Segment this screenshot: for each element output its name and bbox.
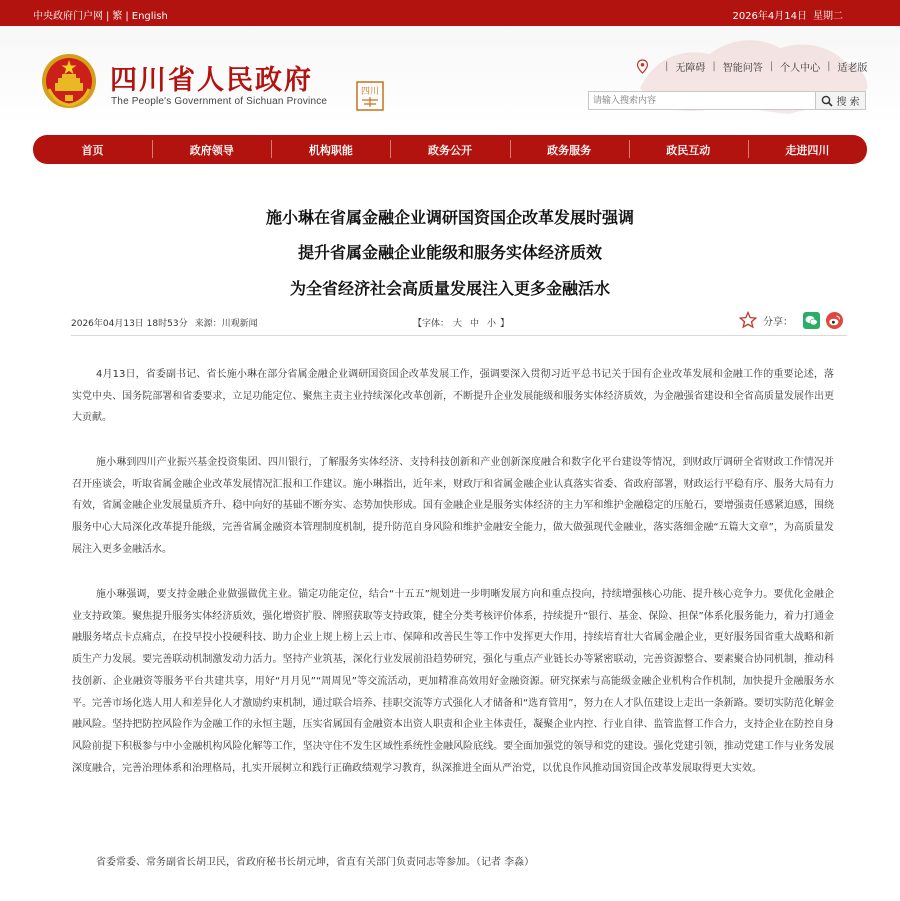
seal-logo-icon <box>356 81 384 111</box>
site-title[interactable]: 四川省人民政府 <box>110 65 313 96</box>
article-title-line-1: 施小琳在省属金融企业调研国资国企改革发展时强调 <box>265 208 634 227</box>
seal-text: 四川 <box>360 87 380 97</box>
separator: | <box>106 11 110 22</box>
nav-item-functions[interactable]: 机构职能 <box>271 142 390 158</box>
top-bar <box>0 0 900 26</box>
share-label: 分享： <box>763 316 793 328</box>
location-pin-icon[interactable] <box>636 59 649 74</box>
traditional-chinese-link[interactable]: 繁 <box>112 11 123 22</box>
separator: | <box>665 61 669 72</box>
weekday-text: 星期二 <box>813 11 843 22</box>
nav-item-home[interactable]: 首页 <box>81 143 104 157</box>
nav-item-interaction[interactable]: 政民互动 <box>629 142 748 158</box>
national-emblem-icon <box>41 53 97 109</box>
article-paragraph: 4月13日，省委副书记、省长施小琳在部分省属金融企业调研国资国企改革发展工作，强调要深入贯彻习近平总书记关于国有企业改革发展和金融工作的重要论述，落实党中央、国务院部署和省委要求，立足功能定位、聚焦主责主业持续深化改革创新，不断提升企业发展能级和服务实体经济质效，为金融强省建设和全省高质量发展作出更大贡献。 <box>72 369 834 424</box>
favorite-star-icon[interactable] <box>739 311 757 329</box>
english-link[interactable]: English <box>131 11 168 22</box>
article-paragraph: 省委常委、常务副省长胡卫民，省政府秘书长胡元坤，省直有关部门负责同志等参加。（记者 李淼） <box>96 857 535 868</box>
share-bar <box>739 311 843 329</box>
search-button-label: 搜 索 <box>836 97 860 108</box>
article-meta <box>71 316 258 329</box>
separator: | <box>712 61 716 72</box>
separator: | <box>125 11 129 22</box>
article-title-line-3: 为全省经济社会高质量发展注入更多金融活水 <box>289 279 610 298</box>
gov-portal-link[interactable]: 中央政府门户网 <box>33 11 103 22</box>
search-icon <box>821 95 833 107</box>
separator: | <box>827 61 831 72</box>
article-paragraph: 施小琳强调，要支持金融企业做强做优主业。锚定功能定位，结合“十五五”规划进一步明晰发展方向和重点投向，持续增强核心功能、提升核心竞争力。要优化金融企业支持政策。聚焦提升服务实体经济质效，强化增资扩股、牌照获取等支持政策，健全分类考核评价体系，持续提升“银行、基金、保险、担保”体系化服务能力，着力打通金融服务堵点卡点痛点，在投早投小投硬科技、助力企业上规上榜上云上市、保障和改善民生等工作中发挥更大作用，持续培育壮大省属金融企业，更好服务国省重大战略和新质生产力发展。要完善联动机制激发动力活力。坚持产业筑基，深化行业发展前沿趋势研究，强化与重点产业链长办等紧密联动，完善资源整合、要素聚合协同机制，推动科技创新、企业融资等服务平台共建共享，用好“月月见”“周周见”等交流活动，更加精准高效用好金融资源。研究探索与高能级金融企业机构合作机制，加快提升金融服务水平。完善市场化选人用人和差异化人才激励约束机制，通过联合培养、挂职交流等方式强化人才储备和“选育管用”，努力在人才队伍建设上走出一条新路。要切实防范化解金融风险。坚持把防控风险作为金融工作的永恒主题，压实省属国有金融资本出资人职责和企业主体责任，凝聚企业内控、行业自律、监管监督工作合力，支持企业在防控自身风险前提下积极参与中小金融机构风险化解等工作，坚决守住不发生区域性系统性金融风险底线。要全面加强党的领导和党的建设。强化党建引领，推动党建工作与业务发展深度融合，完善治理体系和治理格局，扎实开展树立和践行正确政绩观学习教育，纵深推进全面从严治党，以优良作风推动国资国企改革发展取得更大实效。 <box>72 589 834 774</box>
font-size-close-bracket: 】 <box>500 319 510 329</box>
main-nav <box>33 135 867 164</box>
font-size-switcher <box>413 316 509 329</box>
font-size-small[interactable]: 小 <box>487 319 497 329</box>
nav-item-services[interactable]: 政务服务 <box>510 142 629 158</box>
search-button[interactable] <box>816 91 866 110</box>
search-input[interactable] <box>588 91 816 110</box>
separator: | <box>769 61 774 72</box>
accessibility-link[interactable]: 无障碍 <box>675 63 706 74</box>
font-size-large[interactable]: 大 <box>453 319 463 329</box>
nav-item-about-sichuan[interactable]: 走进四川 <box>748 142 867 158</box>
article-paragraph: 施小琳到四川产业振兴基金投资集团、四川银行，了解服务实体经济、支持科技创新和产业创新深度融合和数字化平台建设等情况，到财政厅调研全省财政工作情况并召开座谈会，听取省属金融企业改革发展情况汇报和工作建议。施小琳指出，近年来，财政厅和省属金融企业认真落实省委、省政府部署，财政运行平稳有序、服务大局有力有效，省属金融企业发展量质齐升、稳中向好的基础不断夯实、态势加快形成。国有金融企业是服务实体经济的主力军和维护金融稳定的压舱石，要增强责任感紧迫感，围绕服务中心大局深化改革提升能级，完善省属金融资本管理制度机制，提升防范自身风险和维护金融安全能力，做大做强现代金融业，落实落细金融“五篇大文章”，为高质量发展注入更多金融活水。 <box>72 457 834 555</box>
font-size-label: 【字体： <box>413 319 450 329</box>
smart-qa-link[interactable]: 智能问答 <box>722 63 763 74</box>
font-size-medium[interactable]: 中 <box>470 319 480 329</box>
elderly-mode-link[interactable]: 适老版 <box>837 63 868 74</box>
article-source: 来源：川观新闻 <box>194 319 258 329</box>
site-header <box>0 26 900 126</box>
top-links <box>33 7 168 22</box>
site-subtitle: The People's Government of Sichuan Province <box>111 96 328 107</box>
nav-item-leaders[interactable]: 政府领导 <box>152 142 271 158</box>
publish-time: 2026年04月13日 18时53分 <box>71 319 188 329</box>
wechat-icon[interactable] <box>803 312 820 329</box>
date-text: 2026年4月14日 <box>732 11 807 22</box>
date-display <box>732 7 843 22</box>
article-title-line-2: 提升省属金融企业能级和服务实体经济质效 <box>297 243 602 262</box>
nav-item-disclosure[interactable]: 政务公开 <box>390 142 509 158</box>
search-box <box>588 91 866 110</box>
weibo-icon[interactable] <box>826 312 843 329</box>
personal-center-link[interactable]: 个人中心 <box>780 63 821 74</box>
meta-divider <box>71 335 847 336</box>
header-links <box>636 59 868 74</box>
